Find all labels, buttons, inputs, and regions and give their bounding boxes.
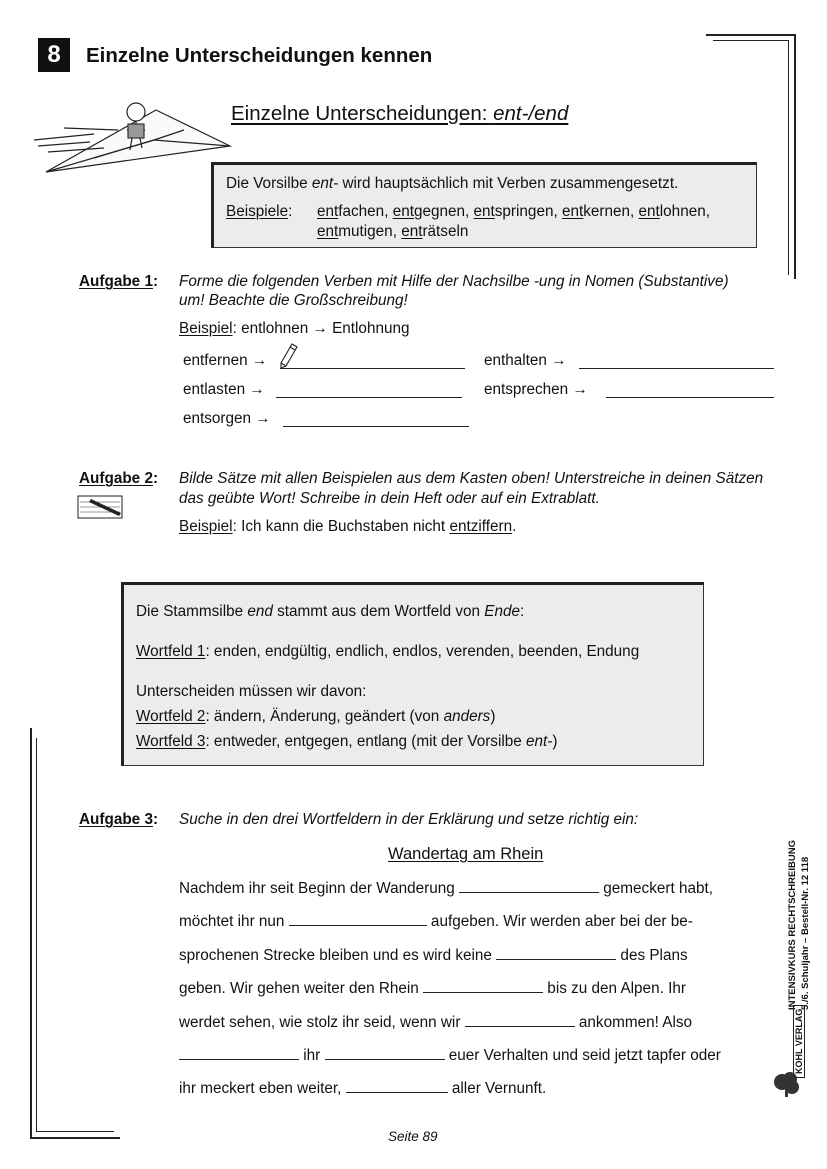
aufgabe1-item-entfernen: entfernen →	[183, 352, 268, 369]
frame-line	[706, 34, 794, 36]
frame-line	[30, 1137, 120, 1139]
aufgabe3-instruction: Suche in den drei Wortfeldern in der Erklärung und setze richtig ein:	[179, 811, 639, 828]
aufgabe1-item-entsprechen: entsprechen →	[484, 381, 588, 398]
aufgabe1-label: Aufgabe 1:	[79, 273, 159, 290]
sidebar-course-title: INTENSIVKURS RECHTSCHREIBUNG	[787, 840, 798, 1010]
story-line-2: möchtet ihr nun aufgeben. Wir werden aber bei der be-	[179, 913, 693, 930]
answer-blank-enthalten[interactable]	[579, 354, 774, 369]
frame-line	[36, 738, 37, 1132]
section-title: Einzelne Unterscheidungen kennen	[86, 44, 433, 67]
frame-line	[788, 40, 789, 275]
story-blank-7[interactable]	[325, 1045, 445, 1060]
aufgabe1-item-entlasten: entlasten →	[183, 381, 265, 398]
story-blank-3[interactable]	[496, 945, 616, 960]
notebook-pen-icon	[77, 495, 123, 519]
aufgabe1-instruction-line2: um! Beachte die Großschreibung!	[179, 292, 408, 309]
paper-plane-illustration	[34, 100, 234, 182]
sidebar-order-number: 5./6. Schuljahr – Bestell-Nr. 12 118	[800, 856, 811, 1010]
story-line-5: werdet sehen, wie stolz ihr seid, wenn wir ankommen! Also	[179, 1014, 693, 1031]
answer-blank-entfernen[interactable]	[280, 354, 465, 369]
aufgabe2-label: Aufgabe 2:	[79, 470, 159, 487]
frame-line	[794, 34, 796, 279]
story-line-6: ihr euer Verhalten und seid jetzt tapfer oder	[179, 1045, 721, 1065]
aufgabe1-item-enthalten: enthalten →	[484, 352, 567, 369]
story-line-4: geben. Wir gehen weiter den Rhein bis zu den Alpen. Ihr	[179, 980, 686, 997]
publisher-logo: KOHL VERLAG	[793, 1005, 805, 1078]
answer-blank-entsorgen[interactable]	[283, 412, 469, 427]
story-title: Wandertag am Rhein	[388, 845, 544, 863]
frame-line	[36, 1131, 114, 1132]
story-blank-2[interactable]	[289, 911, 427, 926]
subtitle: Einzelne Unterscheidungen: ent-/end	[231, 102, 569, 125]
aufgabe1-item-entsorgen: entsorgen →	[183, 410, 271, 427]
aufgabe2-example: Beispiel: Ich kann die Buchstaben nicht entziffern.	[179, 518, 517, 535]
box2-distinguish: Unterscheiden müssen wir davon:	[136, 683, 367, 700]
aufgabe2-instruction-line2: das geübte Wort! Schreibe in dein Heft oder auf ein Extrablatt.	[179, 490, 600, 507]
answer-blank-entsprechen[interactable]	[606, 383, 774, 398]
story-blank-5[interactable]	[465, 1012, 575, 1027]
answer-blank-entlasten[interactable]	[276, 383, 462, 398]
box2-wortfeld3: Wortfeld 3: entweder, entgegen, entlang (mit der Vorsilbe ent-)	[136, 733, 558, 750]
box1-examples-label: Beispiele:	[226, 203, 293, 220]
tree-logo-icon	[772, 1070, 802, 1098]
box1-examples-row2: entmutigen, enträtseln	[317, 223, 469, 240]
story-line-7: ihr meckert eben weiter, aller Vernunft.	[179, 1080, 547, 1097]
box1-intro: Die Vorsilbe ent- wird hauptsächlich mit Verben zusammengesetzt.	[226, 175, 679, 192]
box1-examples-row1: entfachen, entgegnen, entspringen, entkernen, entlohnen,	[317, 203, 710, 220]
story-blank-8[interactable]	[346, 1078, 448, 1093]
story-blank-6[interactable]	[179, 1045, 299, 1060]
aufgabe3-label: Aufgabe 3:	[79, 811, 159, 828]
story-blank-4[interactable]	[423, 978, 543, 993]
aufgabe2-instruction-line1: Bilde Sätze mit allen Beispielen aus dem Kasten oben! Unterstreiche in deinen Sätzen	[179, 470, 764, 487]
story-line-3: sprochenen Strecke bleiben und es wird keine des Plans	[179, 947, 688, 964]
aufgabe1-example: Beispiel: entlohnen → Entlohnung	[179, 320, 410, 337]
box2-wortfeld2: Wortfeld 2: ändern, Änderung, geändert (von anders)	[136, 708, 496, 725]
frame-line	[30, 728, 32, 1138]
story-line-1: Nachdem ihr seit Beginn der Wanderung gemeckert habt,	[179, 880, 713, 897]
story-blank-1[interactable]	[459, 878, 599, 893]
section-number: 8	[38, 38, 70, 72]
frame-line	[713, 40, 789, 41]
aufgabe1-instruction-line1: Forme die folgenden Verben mit Hilfe der Nachsilbe -ung in Nomen (Substantive)	[179, 273, 729, 290]
box2-intro: Die Stammsilbe end stammt aus dem Wortfeld von Ende:	[136, 603, 525, 620]
box2-wortfeld1: Wortfeld 1: enden, endgültig, endlich, endlos, verenden, beenden, Endung	[136, 643, 640, 660]
page-number: Seite 89	[388, 1129, 438, 1144]
